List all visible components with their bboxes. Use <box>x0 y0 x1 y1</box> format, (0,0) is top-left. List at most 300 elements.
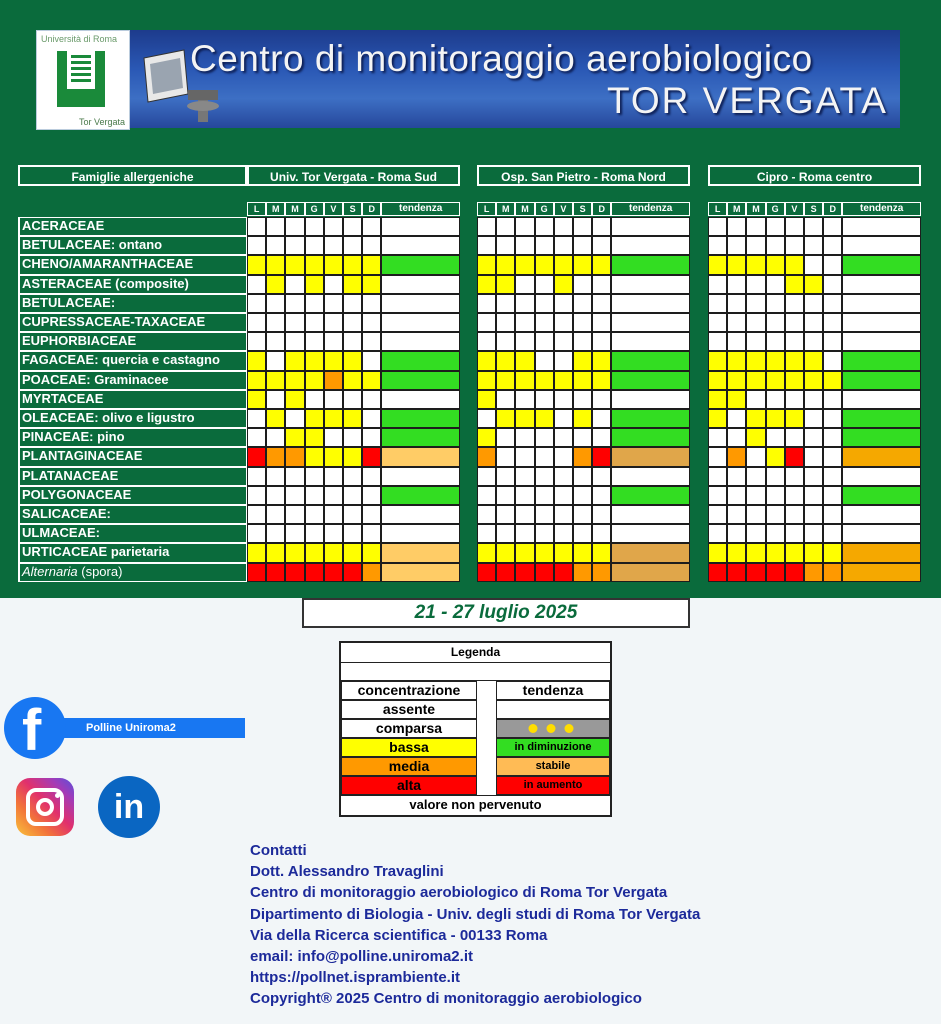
trend-cell <box>611 255 690 274</box>
trend-cell <box>842 467 921 486</box>
trend-cell <box>611 563 690 582</box>
concentration-cell <box>496 486 515 505</box>
trend-cell <box>842 409 921 428</box>
concentration-cell <box>496 351 515 370</box>
legend-not-received-dots <box>496 719 610 738</box>
concentration-cell <box>515 447 534 466</box>
trend-cell <box>842 294 921 313</box>
concentration-cell <box>535 275 554 294</box>
trend-cell <box>381 255 460 274</box>
concentration-cell <box>247 236 266 255</box>
concentration-cell <box>305 563 324 582</box>
concentration-cell <box>324 543 343 562</box>
concentration-cell <box>247 351 266 370</box>
concentration-cell <box>362 294 381 313</box>
concentration-cell <box>496 332 515 351</box>
concentration-cell <box>804 294 823 313</box>
concentration-cell <box>266 255 285 274</box>
contact-name: Dott. Alessandro Travaglini <box>250 863 444 881</box>
concentration-cell <box>285 543 304 562</box>
family-label: PLATANACEAE <box>18 467 247 486</box>
concentration-cell <box>785 428 804 447</box>
concentration-cell <box>727 371 746 390</box>
concentration-cell <box>766 563 785 582</box>
concentration-cell <box>477 486 496 505</box>
concentration-cell <box>804 524 823 543</box>
concentration-cell <box>285 275 304 294</box>
concentration-cell <box>804 255 823 274</box>
concentration-cell <box>496 409 515 428</box>
concentration-cell <box>285 409 304 428</box>
concentration-cell <box>324 275 343 294</box>
concentration-cell <box>746 275 765 294</box>
concentration-cell <box>823 351 842 370</box>
concentration-cell <box>362 447 381 466</box>
concentration-cell <box>727 428 746 447</box>
concentration-cell <box>573 486 592 505</box>
concentration-cell <box>285 332 304 351</box>
concentration-cell <box>823 294 842 313</box>
concentration-cell <box>785 236 804 255</box>
concentration-cell <box>247 294 266 313</box>
concentration-cell <box>324 467 343 486</box>
concentration-cell <box>305 505 324 524</box>
concentration-cell <box>554 275 573 294</box>
legend-medium: media <box>341 757 477 776</box>
trend-cell <box>611 447 690 466</box>
concentration-cell <box>766 351 785 370</box>
concentration-cell <box>766 217 785 236</box>
concentration-cell <box>477 563 496 582</box>
concentration-cell <box>708 313 727 332</box>
contact-email[interactable]: email: info@polline.uniroma2.it <box>250 948 473 966</box>
trend-cell <box>611 351 690 370</box>
family-label: FAGACEAE: quercia e castagno <box>18 351 247 370</box>
concentration-cell <box>285 524 304 543</box>
trend-cell <box>842 390 921 409</box>
concentration-cell <box>727 390 746 409</box>
logo-top-text: Università di Roma <box>41 34 118 44</box>
concentration-cell <box>804 351 823 370</box>
concentration-cell <box>305 351 324 370</box>
concentration-cell <box>592 217 611 236</box>
concentration-cell <box>266 447 285 466</box>
concentration-cell <box>804 486 823 505</box>
concentration-cell <box>746 428 765 447</box>
concentration-cell <box>285 390 304 409</box>
concentration-cell <box>708 467 727 486</box>
concentration-cell <box>496 505 515 524</box>
concentration-cell <box>247 486 266 505</box>
concentration-cell <box>592 390 611 409</box>
trend-cell <box>611 236 690 255</box>
concentration-cell <box>362 467 381 486</box>
trend-cell <box>611 467 690 486</box>
concentration-cell <box>343 447 362 466</box>
facebook-link[interactable]: Polline Uniroma2 <box>40 718 245 738</box>
day-header: M <box>496 202 515 216</box>
trend-cell <box>842 236 921 255</box>
day-header: G <box>305 202 324 216</box>
instagram-dot <box>55 793 60 798</box>
trend-cell <box>611 294 690 313</box>
concentration-cell <box>515 294 534 313</box>
concentration-cell <box>746 543 765 562</box>
concentration-cell <box>477 428 496 447</box>
concentration-cell <box>573 255 592 274</box>
concentration-cell <box>247 390 266 409</box>
concentration-cell <box>247 313 266 332</box>
concentration-cell <box>496 447 515 466</box>
legend-blank-row <box>341 663 610 681</box>
concentration-cell <box>515 332 534 351</box>
concentration-cell <box>823 447 842 466</box>
concentration-cell <box>362 275 381 294</box>
concentration-cell <box>727 447 746 466</box>
trend-cell <box>842 447 921 466</box>
concentration-cell <box>785 294 804 313</box>
concentration-cell <box>305 294 324 313</box>
concentration-cell <box>573 505 592 524</box>
concentration-cell <box>324 294 343 313</box>
day-header: S <box>343 202 362 216</box>
concentration-cell <box>708 524 727 543</box>
concentration-cell <box>305 236 324 255</box>
concentration-cell <box>362 428 381 447</box>
concentration-cell <box>727 505 746 524</box>
day-header: V <box>785 202 804 216</box>
concentration-cell <box>247 371 266 390</box>
concentration-cell <box>554 371 573 390</box>
concentration-cell <box>785 486 804 505</box>
trend-cell <box>381 447 460 466</box>
concentration-cell <box>592 371 611 390</box>
concentration-cell <box>515 505 534 524</box>
concentration-cell <box>708 236 727 255</box>
concentration-cell <box>496 428 515 447</box>
concentration-cell <box>573 390 592 409</box>
concentration-cell <box>343 351 362 370</box>
concentration-cell <box>266 563 285 582</box>
concentration-cell <box>727 486 746 505</box>
concentration-cell <box>305 543 324 562</box>
concentration-cell <box>554 294 573 313</box>
trend-cell <box>381 409 460 428</box>
concentration-cell <box>804 447 823 466</box>
concentration-cell <box>305 313 324 332</box>
family-label: URTICACEAE parietaria <box>18 543 247 562</box>
concentration-cell <box>573 563 592 582</box>
concentration-cell <box>247 563 266 582</box>
concentration-cell <box>496 390 515 409</box>
concentration-cell <box>573 294 592 313</box>
concentration-cell <box>362 217 381 236</box>
concentration-cell <box>324 351 343 370</box>
concentration-cell <box>535 294 554 313</box>
concentration-cell <box>362 543 381 562</box>
concentration-cell <box>785 313 804 332</box>
concentration-cell <box>573 447 592 466</box>
concentration-cell <box>746 524 765 543</box>
concentration-cell <box>362 313 381 332</box>
concentration-cell <box>535 351 554 370</box>
family-label: CHENO/AMARANTHACEAE <box>18 255 247 274</box>
trend-header: tendenza <box>842 202 921 216</box>
concentration-cell <box>804 236 823 255</box>
concentration-cell <box>285 371 304 390</box>
concentration-cell <box>362 409 381 428</box>
date-range: 21 - 27 luglio 2025 <box>302 598 690 628</box>
concentration-cell <box>727 351 746 370</box>
concentration-cell <box>285 217 304 236</box>
concentration-cell <box>823 428 842 447</box>
concentration-cell <box>766 294 785 313</box>
alternaria-label: Alternaria <box>22 563 78 579</box>
concentration-cell <box>362 236 381 255</box>
contact-website[interactable]: https://pollnet.isprambiente.it <box>250 969 461 987</box>
family-label: SALICACEAE: <box>18 505 247 524</box>
legend-decreasing: in diminuzione <box>496 738 610 757</box>
concentration-cell <box>708 428 727 447</box>
concentration-cell <box>305 447 324 466</box>
concentration-cell <box>708 409 727 428</box>
legend-low: bassa <box>341 738 477 757</box>
concentration-cell <box>573 313 592 332</box>
concentration-cell <box>535 313 554 332</box>
concentration-cell <box>554 543 573 562</box>
concentration-cell <box>804 543 823 562</box>
concentration-cell <box>746 409 765 428</box>
concentration-cell <box>823 236 842 255</box>
concentration-cell <box>592 447 611 466</box>
concentration-cell <box>785 255 804 274</box>
concentration-cell <box>785 563 804 582</box>
concentration-cell <box>804 313 823 332</box>
trend-cell <box>381 332 460 351</box>
concentration-cell <box>727 294 746 313</box>
concentration-cell <box>554 390 573 409</box>
concentration-cell <box>535 563 554 582</box>
concentration-cell <box>592 275 611 294</box>
trend-cell <box>611 524 690 543</box>
concentration-cell <box>305 390 324 409</box>
trend-cell <box>381 275 460 294</box>
concentration-cell <box>324 563 343 582</box>
concentration-cell <box>746 217 765 236</box>
concentration-cell <box>535 390 554 409</box>
concentration-cell <box>554 428 573 447</box>
concentration-cell <box>343 543 362 562</box>
concentration-cell <box>515 486 534 505</box>
concentration-cell <box>496 217 515 236</box>
concentration-cell <box>324 371 343 390</box>
legend-high: alta <box>341 776 477 795</box>
concentration-cell <box>247 409 266 428</box>
concentration-cell <box>573 275 592 294</box>
trend-header: tendenza <box>611 202 690 216</box>
concentration-cell <box>343 486 362 505</box>
concentration-cell <box>727 332 746 351</box>
trend-cell <box>381 563 460 582</box>
concentration-cell <box>362 332 381 351</box>
concentration-cell <box>573 524 592 543</box>
day-header: M <box>746 202 765 216</box>
concentration-cell <box>477 467 496 486</box>
concentration-cell <box>515 236 534 255</box>
concentration-cell <box>708 217 727 236</box>
concentration-cell <box>305 217 324 236</box>
concentration-cell <box>708 255 727 274</box>
concentration-cell <box>477 294 496 313</box>
concentration-cell <box>766 275 785 294</box>
concentration-cell <box>823 371 842 390</box>
concentration-cell <box>266 236 285 255</box>
concentration-cell <box>266 524 285 543</box>
concentration-cell <box>266 313 285 332</box>
concentration-cell <box>823 486 842 505</box>
concentration-cell <box>823 217 842 236</box>
concentration-cell <box>477 313 496 332</box>
concentration-cell <box>324 313 343 332</box>
concentration-cell <box>785 275 804 294</box>
concentration-cell <box>305 467 324 486</box>
trend-cell <box>842 217 921 236</box>
concentration-cell <box>804 409 823 428</box>
concentration-cell <box>746 371 765 390</box>
day-header: G <box>766 202 785 216</box>
concentration-cell <box>573 428 592 447</box>
concentration-cell <box>496 275 515 294</box>
family-label: POLYGONACEAE <box>18 486 247 505</box>
family-label <box>18 563 247 582</box>
concentration-cell <box>746 447 765 466</box>
concentration-cell <box>746 467 765 486</box>
concentration-cell <box>592 563 611 582</box>
family-label: BETULACEAE: <box>18 294 247 313</box>
concentration-cell <box>496 543 515 562</box>
linkedin-glyph: in <box>113 788 145 826</box>
concentration-cell <box>324 486 343 505</box>
station-header-2: Cipro - Roma centro <box>708 165 921 186</box>
concentration-cell <box>305 428 324 447</box>
concentration-cell <box>592 351 611 370</box>
legend-absent: assente <box>341 700 477 719</box>
concentration-cell <box>477 543 496 562</box>
concentration-cell <box>362 371 381 390</box>
concentration-cell <box>305 275 324 294</box>
concentration-cell <box>766 467 785 486</box>
trend-cell <box>611 409 690 428</box>
concentration-cell <box>343 313 362 332</box>
day-header: D <box>362 202 381 216</box>
concentration-cell <box>785 390 804 409</box>
contact-address: Via della Ricerca scientifica - 00133 Roma <box>250 926 548 944</box>
concentration-cell <box>343 409 362 428</box>
trend-cell <box>381 428 460 447</box>
concentration-cell <box>727 543 746 562</box>
concentration-cell <box>515 351 534 370</box>
trend-cell <box>611 543 690 562</box>
concentration-cell <box>535 428 554 447</box>
legend-stable: stabile <box>496 757 610 776</box>
concentration-cell <box>266 505 285 524</box>
concentration-cell <box>573 236 592 255</box>
concentration-cell <box>727 275 746 294</box>
concentration-cell <box>592 409 611 428</box>
concentration-cell <box>285 467 304 486</box>
concentration-cell <box>554 467 573 486</box>
concentration-cell <box>266 390 285 409</box>
concentration-cell <box>785 524 804 543</box>
family-label: EUPHORBIACEAE <box>18 332 247 351</box>
day-header: S <box>804 202 823 216</box>
concentration-cell <box>746 486 765 505</box>
concentration-cell <box>766 313 785 332</box>
concentration-cell <box>535 524 554 543</box>
concentration-cell <box>535 371 554 390</box>
concentration-cell <box>247 332 266 351</box>
contacts-heading: Contatti <box>250 842 307 859</box>
university-logo[interactable] <box>36 30 130 130</box>
concentration-cell <box>477 332 496 351</box>
concentration-cell <box>266 371 285 390</box>
trend-cell <box>842 524 921 543</box>
concentration-cell <box>285 447 304 466</box>
day-header: L <box>708 202 727 216</box>
concentration-cell <box>343 255 362 274</box>
trend-cell <box>611 313 690 332</box>
concentration-cell <box>554 236 573 255</box>
trend-cell <box>381 467 460 486</box>
legend-trend-header: tendenza <box>496 681 610 700</box>
concentration-cell <box>266 351 285 370</box>
concentration-cell <box>324 236 343 255</box>
concentration-cell <box>285 255 304 274</box>
legend <box>339 641 612 817</box>
concentration-cell <box>324 390 343 409</box>
day-header: M <box>266 202 285 216</box>
concentration-cell <box>554 255 573 274</box>
trend-cell <box>381 351 460 370</box>
concentration-cell <box>727 255 746 274</box>
concentration-cell <box>823 505 842 524</box>
concentration-cell <box>247 447 266 466</box>
concentration-cell <box>285 313 304 332</box>
concentration-cell <box>477 505 496 524</box>
concentration-cell <box>766 486 785 505</box>
concentration-cell <box>804 428 823 447</box>
concentration-cell <box>804 371 823 390</box>
concentration-cell <box>496 467 515 486</box>
concentration-cell <box>535 409 554 428</box>
trend-cell <box>381 371 460 390</box>
concentration-cell <box>727 467 746 486</box>
concentration-cell <box>592 428 611 447</box>
concentration-cell <box>535 332 554 351</box>
concentration-cell <box>343 524 362 543</box>
concentration-cell <box>746 505 765 524</box>
concentration-cell <box>535 467 554 486</box>
trend-cell <box>381 390 460 409</box>
concentration-cell <box>592 486 611 505</box>
concentration-cell <box>592 255 611 274</box>
concentration-cell <box>477 524 496 543</box>
concentration-cell <box>746 294 765 313</box>
trend-cell <box>842 351 921 370</box>
concentration-cell <box>362 505 381 524</box>
concentration-cell <box>515 467 534 486</box>
trend-cell <box>381 505 460 524</box>
